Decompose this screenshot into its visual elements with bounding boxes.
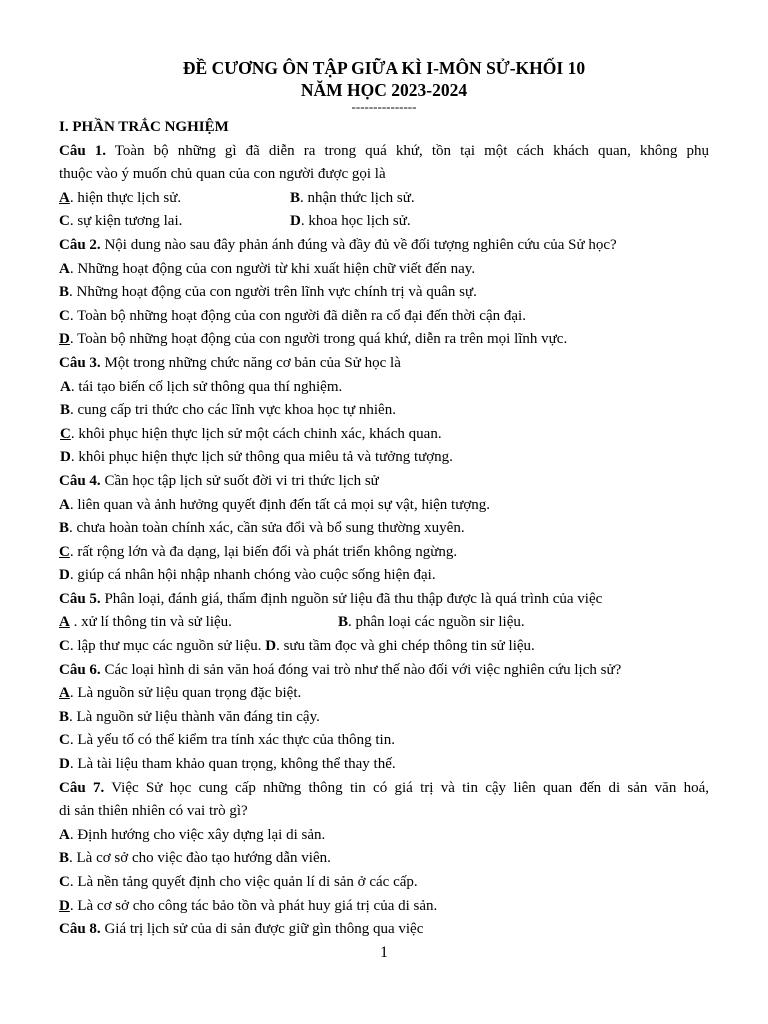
option-c [59, 305, 709, 329]
option-text: . Toàn bộ những hoạt động của con người trong quá khứ, diễn ra trên mọi lĩnh vực. [69, 331, 568, 348]
question-3 [59, 352, 709, 376]
option-row [59, 210, 709, 234]
option-b [59, 399, 709, 423]
option-d [265, 638, 535, 654]
question-text: Cần học tập lịch sử suốt đời vi tri thức lịch sử [104, 472, 379, 489]
question-text: Phân loại, đánh giá, thẩm định nguồn sử liệu đã thu thập được là quá trình của việc [104, 590, 603, 607]
option-letter: A [59, 685, 70, 702]
option-letter: B [59, 284, 70, 301]
option-letter: A [60, 378, 71, 395]
option-letter: C [60, 425, 71, 442]
option-letter: C [59, 638, 70, 655]
question-8 [59, 918, 709, 942]
option-letter: B [59, 520, 70, 537]
option-b [59, 517, 709, 541]
option-b [338, 611, 525, 635]
option-text: . Là tài liệu tham khảo quan trọng, không thể thay thế. [69, 756, 396, 773]
question-1 [59, 140, 709, 164]
option-text: . liên quan và ảnh hưởng quyết định đến tất cả mọi sự vật, hiện tượng. [69, 496, 491, 513]
option-letter: B [59, 708, 70, 725]
section-title: I. PHẦN TRẮC NGHIỆM [59, 119, 229, 135]
option-a [59, 376, 709, 400]
option-text: . chưa hoàn toàn chính xác, cần sửa đổi và bổ sung thường xuyên. [69, 520, 465, 537]
option-letter: C [59, 543, 70, 560]
option-c [59, 729, 709, 753]
option-text: . sưu tầm đọc và ghi chép thông tin sử liệu. [276, 638, 535, 655]
option-b [290, 187, 415, 211]
option-text: . lập thư mục các nguồn sử liệu. [69, 638, 262, 655]
question-5 [59, 588, 709, 612]
option-text: . nhận thức lịch sử. [300, 189, 415, 206]
option-text: . Là cơ sở cho việc đào tạo hướng dẫn viên. [69, 850, 331, 867]
question-text-continued: thuộc vào ý muốn chủ quan của con người được gọi là [59, 166, 386, 183]
option-letter: D [290, 213, 301, 230]
option-b [59, 847, 709, 871]
option-a [59, 682, 709, 706]
option-text: . giúp cá nhân hội nhập nhanh chóng vào cuộc sống hiện đại. [69, 567, 436, 584]
option-letter: C [59, 213, 70, 230]
option-d [59, 753, 709, 777]
option-text: . Là nguồn sử liệu quan trọng đặc biệt. [69, 685, 302, 702]
question-text: Một trong những chức năng cơ bản của Sử học là [104, 354, 401, 371]
question-label: Câu 2. [59, 236, 101, 253]
option-letter: D [59, 756, 70, 773]
option-letter: B [338, 614, 349, 631]
option-a [59, 258, 709, 282]
option-text: . Là yếu tố có thể kiểm tra tính xác thực của thông tin. [69, 732, 395, 749]
question-text-continued: di sản thiên nhiên có vai trò gì? [59, 803, 248, 820]
option-a [59, 494, 709, 518]
question-label: Câu 3. [59, 354, 101, 371]
option-letter: C [59, 307, 70, 324]
option-letter: A [59, 614, 70, 631]
option-text: . Là nền tảng quyết định cho việc quản lí di sản ở các cấp. [69, 874, 418, 890]
document-body [59, 116, 709, 942]
option-text: . khôi phục hiện thực lịch sử một cách chinh xác, khách quan. [70, 425, 442, 442]
option-a [59, 614, 232, 630]
question-label: Câu 5. [59, 590, 101, 607]
option-letter: D [59, 331, 70, 348]
option-b [59, 706, 709, 730]
title-separator: --------------- [351, 99, 417, 114]
page-number: 1 [380, 944, 388, 961]
option-b [59, 281, 709, 305]
option-d [59, 446, 709, 470]
option-letter: A [59, 496, 70, 513]
option-c [59, 423, 709, 447]
option-d [59, 328, 709, 352]
option-a [59, 190, 181, 206]
option-letter: B [59, 850, 70, 867]
option-text: . hiện thực lịch sử. [69, 189, 182, 206]
option-letter: B [60, 402, 71, 419]
document-title: ĐỀ CƯƠNG ÔN TẬP GIỮA KÌ I-MÔN SỬ-KHỐI 10 [182, 58, 586, 78]
option-text: . xử lí thông tin và sử liệu. [69, 614, 232, 631]
option-c [59, 871, 709, 895]
option-row [59, 187, 709, 211]
question-2 [59, 234, 709, 258]
option-c [59, 541, 709, 565]
option-text: . rất rộng lớn và đa dạng, lại biến đổi và phát triển không ngừng. [69, 543, 458, 560]
option-text: . cung cấp tri thức cho các lĩnh vực khoa học tự nhiên. [70, 402, 396, 419]
option-d [59, 895, 709, 919]
option-text: . Toàn bộ những hoạt động của con người đã diễn ra cổ đại đến thời cận đại. [69, 307, 526, 324]
question-text: Việc Sử học cung cấp những thông tin có giá trị và tin cậy liên quan đến di sản văn hoá, [111, 779, 709, 796]
option-text: . tái tạo biến cố lịch sử thông qua thí nghiệm. [70, 378, 343, 395]
option-c [59, 213, 182, 229]
option-letter: A [59, 260, 70, 277]
option-letter: C [59, 732, 70, 749]
question-text: Các loại hình di sản văn hoá đóng vai trò như thế nào đối với việc nghiên cứu lịch sử? [104, 661, 622, 678]
question-label: Câu 6. [59, 661, 101, 678]
question-label: Câu 7. [59, 779, 105, 796]
option-text: . Những hoạt động của con người trên lĩnh vực chính trị và quân sự. [69, 284, 477, 301]
option-text: . Là cơ sở cho công tác bảo tồn và phát huy giá trị của di sản. [69, 897, 438, 914]
question-label: Câu 8. [59, 921, 101, 938]
option-letter: B [290, 189, 301, 206]
question-text: Toàn bộ những gì đã diễn ra trong quá khứ, tồn tại một cách khách quan, không phụ [114, 142, 709, 159]
option-text: . Là nguồn sử liệu thành văn đáng tin cậy. [69, 708, 320, 725]
question-label: Câu 1. [59, 142, 106, 159]
school-year: NĂM HỌC 2023-2024 [300, 80, 468, 100]
option-row [59, 611, 709, 635]
option-text: . Định hướng cho việc xây dựng lại di sản. [69, 826, 326, 843]
option-text: . Những hoạt động của con người từ khi xuất hiện chữ viết đến nay. [69, 260, 476, 277]
option-letter: D [59, 897, 70, 914]
option-letter: A [59, 189, 70, 206]
option-c [59, 638, 261, 654]
option-d [59, 564, 709, 588]
option-row [59, 635, 709, 659]
question-7 [59, 777, 709, 801]
option-d [290, 210, 411, 234]
question-text: Giá trị lịch sử của di sản được giữ gìn thông qua việc [104, 921, 424, 938]
option-letter: D [60, 449, 71, 466]
question-4 [59, 470, 709, 494]
question-label: Câu 4. [59, 472, 101, 489]
question-6 [59, 659, 709, 683]
option-letter: D [265, 638, 277, 655]
option-a [59, 824, 709, 848]
option-text: . khoa học lịch sử. [300, 213, 411, 230]
option-letter: D [59, 567, 70, 584]
question-text: Nội dung nào sau đây phản ánh đúng và đầy đủ về đối tượng nghiên cứu của Sử học? [104, 236, 617, 253]
option-text: . khôi phục hiện thực lịch sử thông qua miêu tả và tưởng tượng. [70, 449, 453, 466]
option-letter: C [59, 874, 70, 890]
option-text: . sự kiện tương lai. [69, 213, 183, 230]
option-text: . phân loại các nguồn sir liệu. [348, 614, 525, 631]
option-letter: A [59, 826, 70, 843]
